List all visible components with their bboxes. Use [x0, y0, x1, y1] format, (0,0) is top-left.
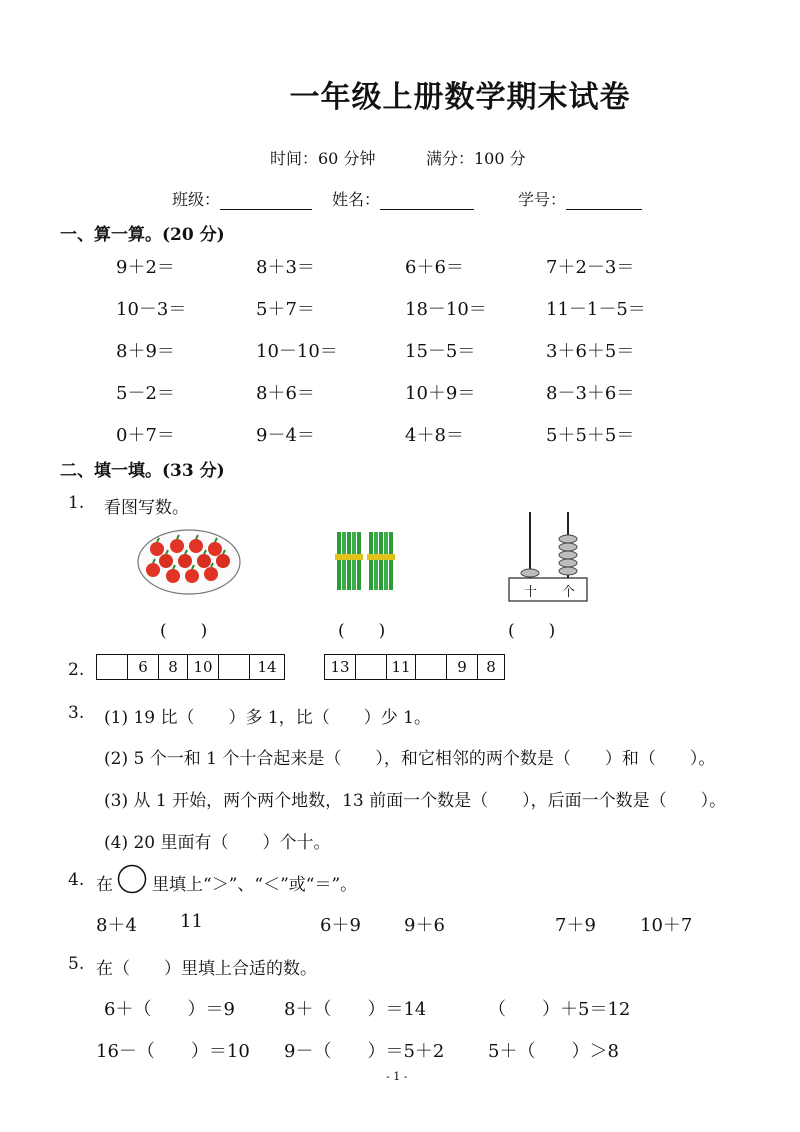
calc-item: 9－4＝ — [256, 425, 315, 446]
sequence-cell[interactable] — [356, 655, 387, 680]
class-label: 班级： — [172, 190, 221, 209]
sequence-cell[interactable]: 8 — [478, 655, 505, 680]
sequence-cell[interactable]: 13 — [325, 655, 356, 680]
q1-answer-sticks[interactable]: ( ) — [338, 621, 386, 641]
calc-item: 6＋6＝ — [405, 257, 464, 278]
stick-bundle-icon — [335, 532, 363, 590]
sequence-cell[interactable]: 14 — [250, 655, 285, 680]
fill-expression: 16－（ ）＝10 — [96, 1041, 250, 1062]
compare-expression: 10＋7 — [640, 915, 693, 936]
calc-item: 18－10＝ — [405, 299, 487, 320]
calc-item: 10－10＝ — [256, 341, 338, 362]
section2-heading: 二、填一填。(33 分) — [60, 461, 225, 481]
abacus-tens-label: 十 — [524, 585, 538, 600]
sequence-cell[interactable] — [416, 655, 447, 680]
number-field — [518, 187, 642, 210]
sequence-cell[interactable]: 11 — [387, 655, 416, 680]
q1-answer-apples[interactable]: ( ) — [160, 621, 208, 641]
name-blank[interactable] — [380, 193, 474, 210]
calc-item: 8－3＋6＝ — [546, 383, 635, 404]
class-field — [172, 187, 312, 210]
calc-item: 8＋3＝ — [256, 257, 315, 278]
fill-expression: 8＋（ ）＝14 — [284, 999, 427, 1020]
sequence-cell[interactable]: 10 — [188, 655, 219, 680]
sequence-cell[interactable]: 6 — [128, 655, 159, 680]
sequence-cell[interactable] — [97, 655, 128, 680]
calc-item: 8＋6＝ — [256, 383, 315, 404]
abacus-ones-label: 个 — [562, 585, 576, 600]
number-sequence-1 — [96, 654, 285, 680]
name-field — [332, 187, 474, 210]
q2-number: 2. — [68, 660, 85, 680]
q1-answer-abacus[interactable]: ( ) — [508, 621, 556, 641]
time-info: 时间：60 分钟 — [270, 149, 376, 168]
score-info: 满分：100 分 — [426, 149, 526, 168]
sequence-cell[interactable]: 8 — [159, 655, 188, 680]
number-label: 学号： — [518, 190, 567, 209]
number-blank[interactable] — [566, 193, 642, 210]
circle-icon — [116, 864, 148, 894]
q3-item: (4) 20 里面有（ ）个十。 — [104, 833, 331, 853]
compare-expression: 7＋9 — [555, 915, 596, 936]
fill-expression: 5＋（ ）＞8 — [488, 1041, 619, 1062]
abacus-rods-icon — [508, 510, 588, 602]
calc-item: 5＋5＋5＝ — [546, 425, 635, 446]
q3-number: 3. — [68, 703, 85, 723]
calc-item: 3＋6＋5＝ — [546, 341, 635, 362]
class-blank[interactable] — [220, 193, 312, 210]
calc-item: 5－2＝ — [116, 383, 175, 404]
calc-item: 4＋8＝ — [405, 425, 464, 446]
sequence-cell[interactable]: 9 — [447, 655, 478, 680]
calc-item: 0＋7＝ — [116, 425, 175, 446]
fill-expression: 6＋（ ）＝9 — [104, 999, 235, 1020]
calc-item: 9＋2＝ — [116, 257, 175, 278]
q3-item: (1) 19 比（ ）多 1，比（ ）少 1。 — [104, 708, 431, 728]
q1-number: 1. — [68, 493, 85, 513]
q1-text: 看图写数。 — [104, 498, 189, 518]
q5-number: 5. — [68, 954, 85, 974]
q3-item: (2) 5 个一和 1 个十合起来是（ ），和它相邻的两个数是（ ）和（ ）。 — [104, 749, 716, 769]
number-sequence-2 — [324, 654, 505, 680]
q5-text: 在（ ）里填上合适的数。 — [96, 959, 317, 979]
calc-item: 8＋9＝ — [116, 341, 175, 362]
calc-item: 7＋2－3＝ — [546, 257, 635, 278]
compare-expression: 8＋4 — [96, 915, 137, 936]
calc-item: 15－5＝ — [405, 341, 476, 362]
calc-item: 10＋9＝ — [405, 383, 476, 404]
compare-expression: 9＋6 — [404, 915, 445, 936]
page-number: - 1 - — [386, 1070, 408, 1083]
abacus-image — [508, 510, 588, 602]
q3-item: (3) 从 1 开始，两个两个地数，13 前面一个数是（ ），后面一个数是（ ）。 — [104, 791, 727, 811]
sequence-cell[interactable] — [219, 655, 250, 680]
stick-bundles-image — [333, 528, 401, 594]
stick-bundle-icon — [367, 532, 395, 590]
calc-item: 11－1－5＝ — [546, 299, 646, 320]
calc-item: 5＋7＝ — [256, 299, 315, 320]
compare-expression: 11 — [180, 911, 203, 932]
apple-plate-image — [136, 528, 242, 596]
section1-heading: 一、算一算。(20 分) — [60, 225, 225, 245]
page-title: 一年级上册数学期末试卷 — [289, 80, 631, 115]
calc-item: 10－3＝ — [116, 299, 187, 320]
name-label: 姓名： — [332, 190, 381, 209]
q4-text-before: 在 — [96, 875, 113, 895]
compare-expression: 6＋9 — [320, 915, 361, 936]
q4-text-after: 里填上“＞”、“＜”或“＝”。 — [152, 875, 358, 895]
q4-number: 4. — [68, 870, 85, 890]
fill-expression: （ ）＋5＝12 — [488, 999, 631, 1020]
fill-expression: 9－（ ）＝5＋2 — [284, 1041, 445, 1062]
